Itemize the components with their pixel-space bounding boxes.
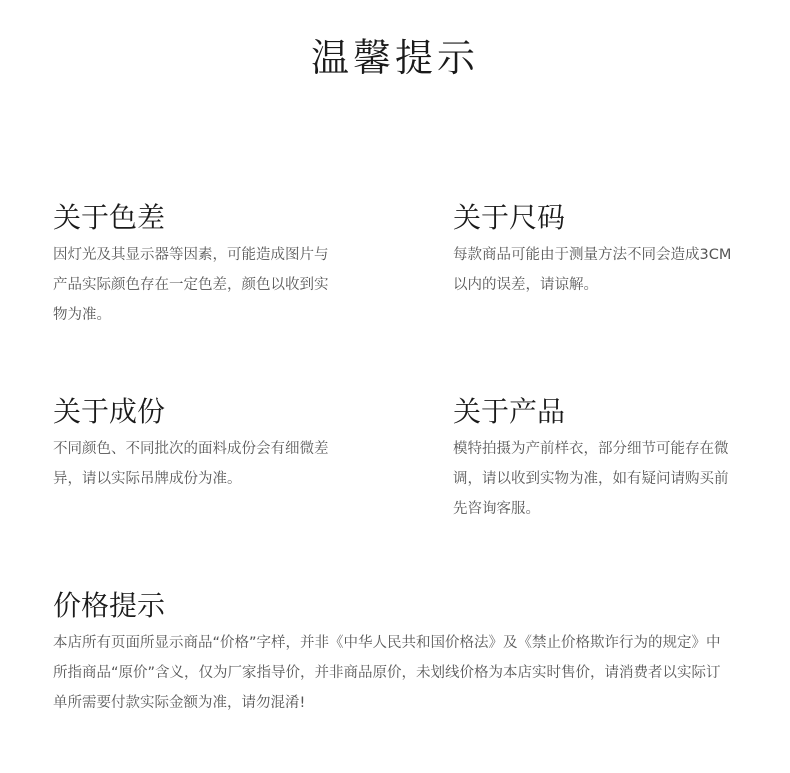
price-notice-section xyxy=(53,586,733,718)
color-difference-section xyxy=(53,198,333,330)
size-text: 每款商品可能由于测量方法不同会造成3CM 以内的误差，请谅解。 xyxy=(453,247,732,293)
price-notice-heading: 价格提示 xyxy=(53,589,166,622)
material-text: 不同颜色、不同批次的面料成份会有细微差异，请以实际吊牌成份为准。 xyxy=(53,441,329,487)
product-text: 模特拍摄为产前样衣，部分细节可能存在微调，请以收到实物为准，如有疑问请购买前先咨询客服。 xyxy=(453,441,729,517)
material-heading: 关于成份 xyxy=(53,395,166,428)
material-section xyxy=(53,392,333,494)
product-heading: 关于产品 xyxy=(453,395,566,428)
size-section xyxy=(453,198,738,300)
color-difference-text: 因灯光及其显示器等因素，可能造成图片与产品实际颜色存在一定色差，颜色以收到实物为准。 xyxy=(53,247,329,323)
product-section xyxy=(453,392,738,524)
price-notice-text: 本店所有页面所显示商品“价格”字样，并非《中华人民共和国价格法》及《禁止价格欺诈行为的规定》中所指商品“原价”含义，仅为厂家指导价，并非商品原价，未划线价格为本店实时售价，请消费者以实际订单所需要付款实际金额为准，请勿混淆! xyxy=(53,635,721,711)
size-heading: 关于尺码 xyxy=(453,201,566,234)
color-difference-heading: 关于色差 xyxy=(53,201,166,234)
page-title: 温馨提示 xyxy=(310,36,479,80)
